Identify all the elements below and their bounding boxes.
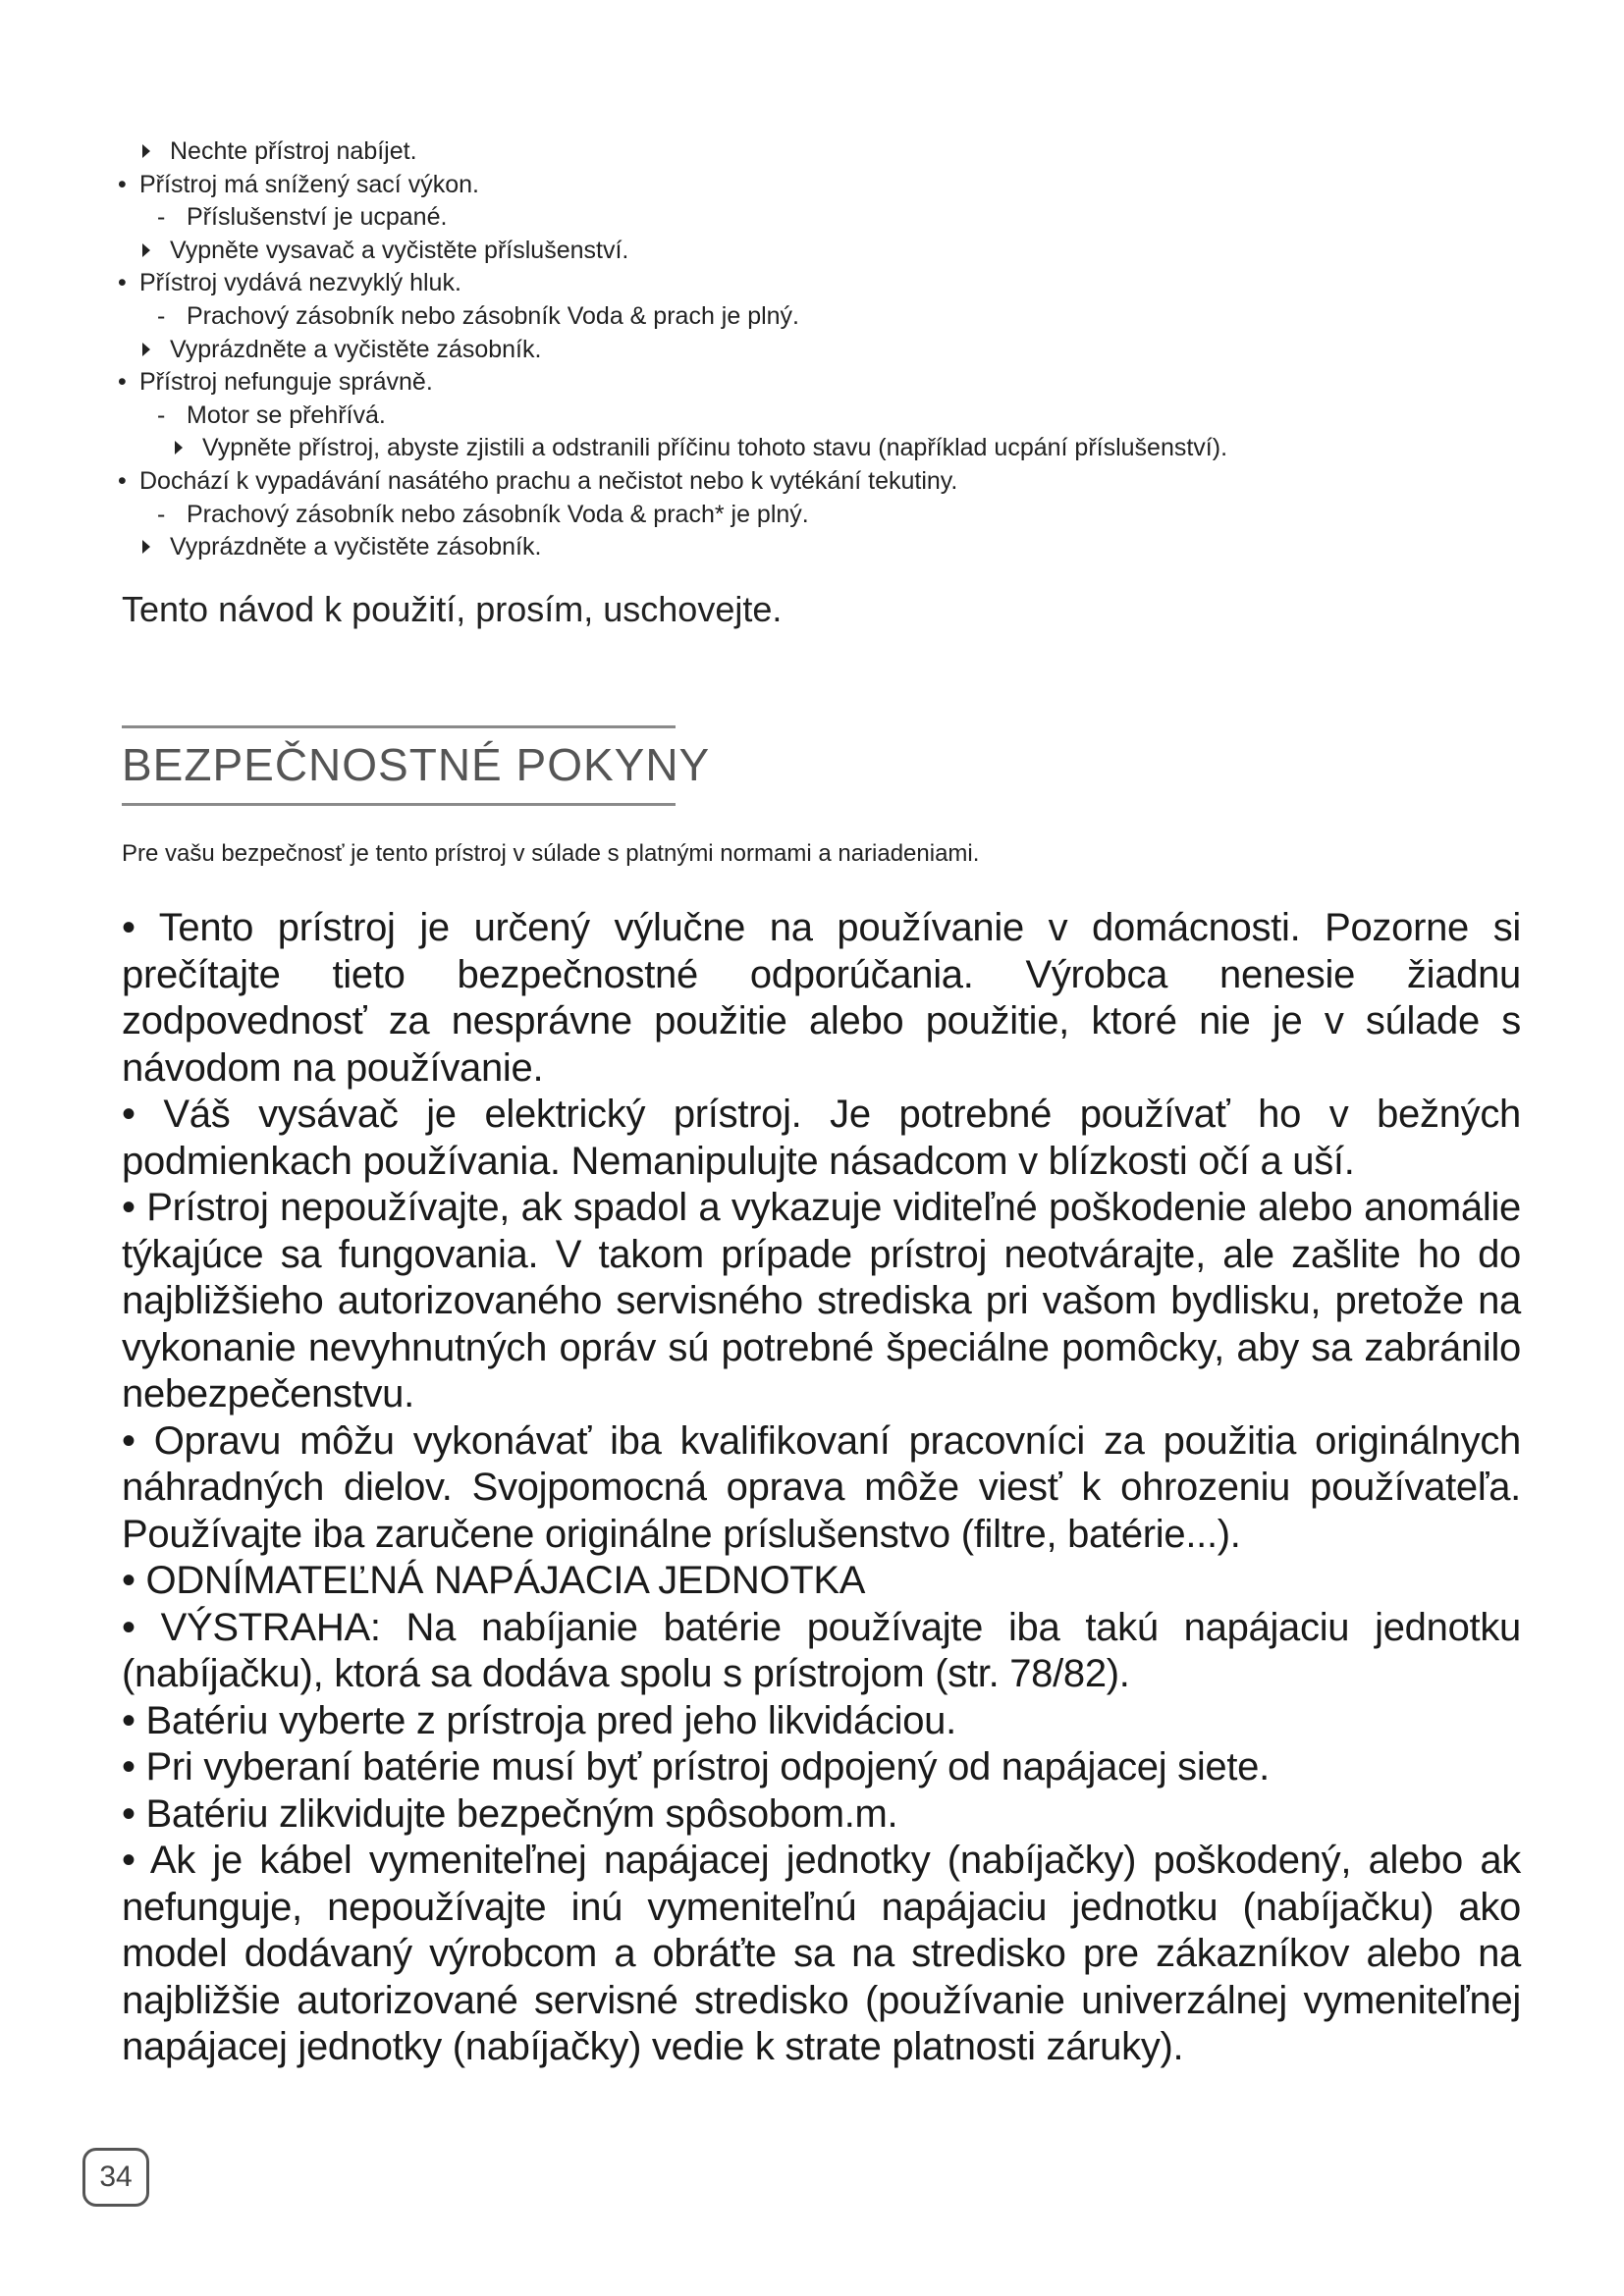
dot-bullet-icon: • [118,170,127,198]
bullet-line [118,267,1394,300]
action-line [118,235,1394,268]
line-text: Přístroj nefunguje správně. [139,368,433,397]
safety-paragraph: • ODNÍMATEĽNÁ NAPÁJACIA JEDNOTKA [122,1558,1521,1605]
dot-bullet-icon: • [118,368,127,397]
triangle-bullet-icon [142,235,170,268]
action-line [118,135,1394,169]
triangle-bullet-icon [142,135,170,169]
dot-bullet-icon: • [118,466,127,495]
bullet-line [118,366,1394,400]
dot-bullet-icon: • [118,269,127,297]
cause-line [118,300,1394,334]
line-text: Prachový zásobník nebo zásobník Voda & prach je plný. [187,301,799,330]
line-text: Přístroj vydává nezvyklý hluk. [139,269,461,297]
dash-bullet-icon: - [157,400,166,429]
line-text: Příslušenství je ucpané. [187,203,448,232]
triangle-bullet-icon [142,334,170,367]
safety-paragraph: • Tento prístroj je určený výlučne na používanie v domácnosti. Pozorne si prečítajte tieto bezpečnostné odporúčania. Výrobca nenesie žiadnu zodpovednosť za nesprávne použitie alebo použitie, ktoré nie je v súlade s návodom na používanie. [122,905,1521,1092]
page-number: 34 [82,2148,149,2207]
line-text: Přístroj má snížený sací výkon. [139,170,479,198]
section-intro: Pre vašu bezpečnosť je tento prístroj v súlade s platnými normami a nariadeniami. [122,840,980,867]
dash-bullet-icon: - [157,301,166,330]
triangle-bullet-icon [175,432,202,465]
action-line [118,531,1394,564]
line-text: Vypněte vysavač a vyčistěte příslušenství. [170,236,629,264]
line-text: Nechte přístroj nabíjet. [170,137,417,165]
line-text: Prachový zásobník nebo zásobník Voda & prach* je plný. [187,500,809,528]
section-heading: BEZPEČNOSTNÉ POKYNY [122,739,711,790]
line-text: Vypněte přístroj, abyste zjistili a odstranili příčinu tohoto stavu (například ucpání příslušenství). [202,434,1228,462]
dash-bullet-icon: - [157,500,166,528]
triangle-bullet-icon [142,531,170,564]
safety-paragraph: • Prístroj nepoužívajte, ak spadol a vykazuje viditeľné poškodenie alebo anomálie týkajúce sa fungovania. V takom prípade prístroj neotvárajte, ale zašlite ho do najbližšieho autorizovaného servisného strediska pri vašom bydlisku, pretože na vykonanie nevyhnutných opráv sú potrebné špeciálne pomôcky, aby sa zabránilo nebezpečenstvu. [122,1185,1521,1418]
cause-line [118,201,1394,235]
safety-paragraph: • Váš vysávač je elektrický prístroj. Je potrebné používať ho v bežných podmienkach používania. Nemanipulujte násadcom v blízkosti očí a uší. [122,1092,1521,1185]
action-line [118,334,1394,367]
closing-note: Tento návod k použití, prosím, uschovejte. [122,589,783,629]
cause-line [118,400,1394,433]
heading-rule-bottom [122,803,676,806]
bullet-line [118,169,1394,202]
line-text: Dochází k vypadávání nasátého prachu a nečistot nebo k vytékání tekutiny. [139,466,958,495]
cause-line [118,499,1394,532]
line-text: Motor se přehřívá. [187,400,386,429]
safety-paragraph: • Opravu môžu vykonávať iba kvalifikovaní pracovníci za použitia originálnych náhradných dielov. Svojpomocná oprava môže viesť k ohrozeniu používateľa. Používajte iba zaručene originálne príslušenstvo (filtre, batérie...). [122,1418,1521,1559]
safety-paragraph: • Batériu zlikvidujte bezpečným spôsobom.m. [122,1791,1521,1839]
dash-bullet-icon: - [157,203,166,232]
troubleshooting-list [118,135,1394,564]
line-text: Vyprázdněte a vyčistěte zásobník. [170,335,542,363]
safety-paragraph: • Ak je kábel vymeniteľnej napájacej jednotky (nabíjačky) poškodený, alebo ak nefunguje, nepoužívajte inú vymeniteľnú napájaciu jednotku (nabíjačku) ako model dodávaný výrobcom a obráťte sa na stredisko pre zákazníkov alebo na najbližšie autorizované servisné stredisko (používanie univerzálnej vymeniteľnej napájacej jednotky (nabíjačky) vedie k strate platnosti záruky). [122,1838,1521,2071]
safety-instructions [122,905,1521,2071]
heading-rule-top [122,725,676,728]
action-line [118,432,1394,465]
safety-paragraph: • VÝSTRAHA: Na nabíjanie batérie používajte iba takú napájaciu jednotku (nabíjačku), ktorá sa dodáva spolu s prístrojom (str. 78/82). [122,1605,1521,1698]
bullet-line [118,465,1394,499]
line-text: Vyprázdněte a vyčistěte zásobník. [170,533,542,561]
safety-paragraph: • Pri vyberaní batérie musí byť prístroj odpojený od napájacej siete. [122,1744,1521,1791]
safety-paragraph: • Batériu vyberte z prístroja pred jeho likvidáciou. [122,1698,1521,1745]
